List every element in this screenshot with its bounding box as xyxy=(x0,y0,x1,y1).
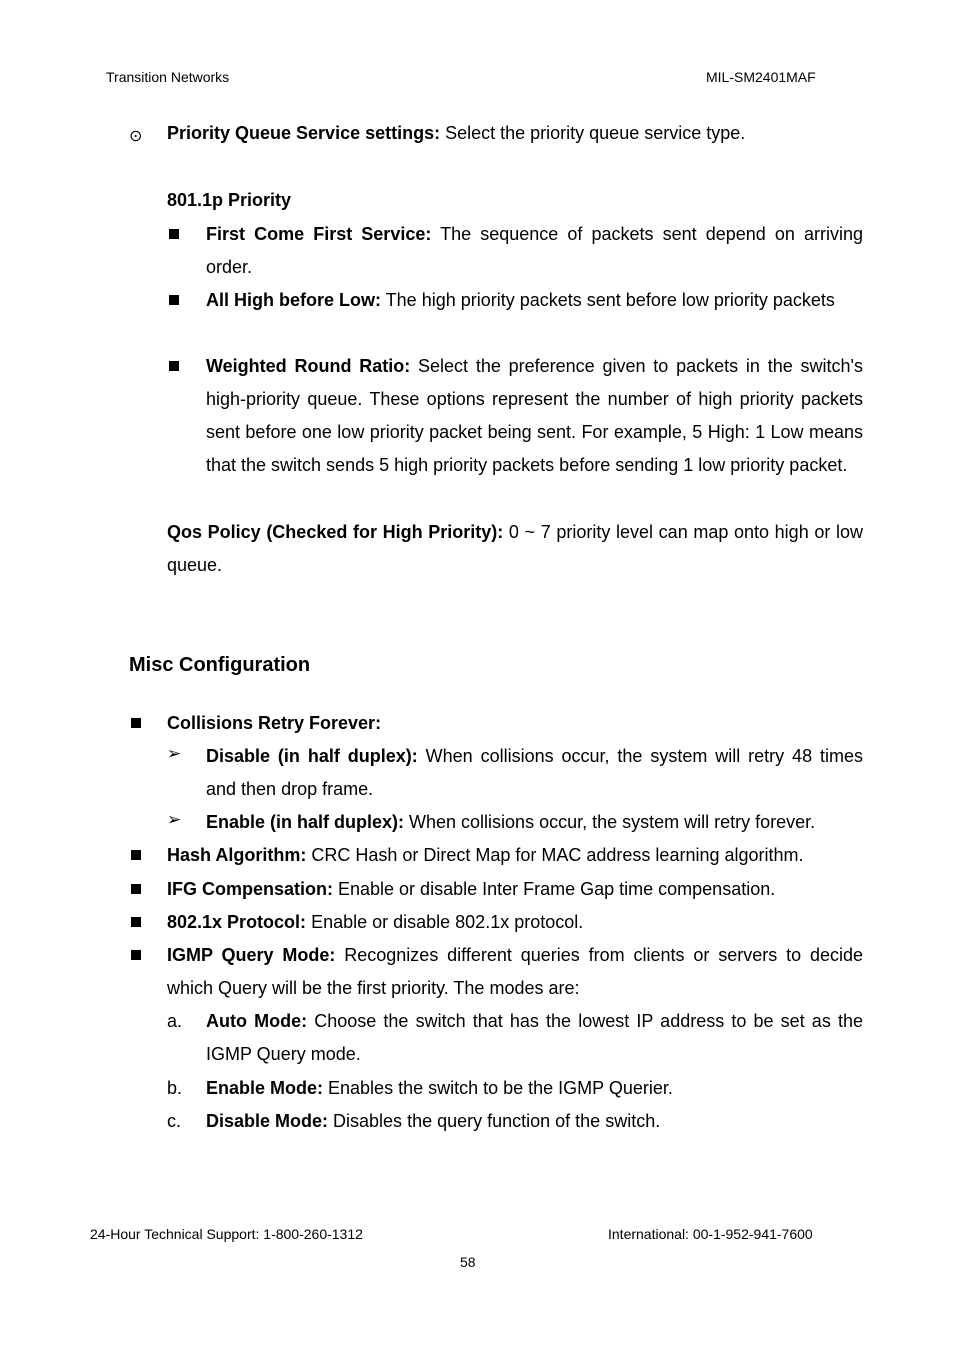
mode-disable-label: Disable Mode: xyxy=(206,1111,329,1131)
mode-enable-label: Enable Mode: xyxy=(206,1078,324,1098)
pq-intro xyxy=(167,117,863,150)
footer-support: 24-Hour Technical Support: 1-800-260-1312 xyxy=(90,1226,363,1242)
square-bullet-icon xyxy=(131,950,141,960)
igmp-text: Recognizes different queries from clients or servers to decide which Query will be the first priority. The modes are: xyxy=(167,945,863,998)
ifg-text: Enable or disable Inter Frame Gap time compensation. xyxy=(333,879,776,899)
pq-item-1-text: The sequence of packets sent depend on arriving order. xyxy=(206,224,863,277)
igmp-label: IGMP Query Mode: xyxy=(167,945,336,965)
protocol-label: 802.1x Protocol: xyxy=(167,912,307,932)
pq-label: Priority Queue Service settings: xyxy=(167,123,441,143)
pq-item-3-text: Select the preference given to packets in the switch's high-priority queue. These options represent the number of high priority packets sent before one low priority packet being sent. For example, 5 High: 1 Low means that the switch sends 5 high priority packets before sending 1 low priority packet. xyxy=(206,356,863,475)
mode-disable xyxy=(206,1105,863,1138)
pq-item-3-label: Weighted Round Ratio: xyxy=(206,356,411,376)
collisions-item-1-text: When collisions occur, the system will retry 48 times and then drop frame. xyxy=(206,746,863,799)
mode-enable-text: Enables the switch to be the IGMP Querier. xyxy=(323,1078,673,1098)
pq-item-2-label: All High before Low: xyxy=(206,290,381,310)
square-bullet-icon xyxy=(131,718,141,728)
misc-item-hash xyxy=(167,839,867,872)
ifg-label: IFG Compensation: xyxy=(167,879,333,899)
header-right: MIL-SM2401MAF xyxy=(706,69,816,85)
misc-item-igmp xyxy=(167,939,863,1005)
pq-item-2 xyxy=(206,284,863,317)
pq-item-2-text: The high priority packets sent before low priority packets xyxy=(381,290,835,310)
collisions-label: Collisions Retry Forever: xyxy=(167,713,382,733)
mode-auto-text: Choose the switch that has the lowest IP address to be set as the IGMP Query mode. xyxy=(206,1011,863,1064)
mode-disable-text: Disables the query function of the switch. xyxy=(328,1111,661,1131)
misc-heading: Misc Configuration xyxy=(129,654,311,676)
pq-item-1 xyxy=(206,218,863,284)
mode-enable xyxy=(206,1072,863,1105)
arrow-bullet-icon: ➢ xyxy=(167,744,182,763)
pq-text: Select the priority queue service type. xyxy=(440,123,746,143)
collisions-item-2-text: When collisions occur, the system will retry forever. xyxy=(404,812,816,832)
circle-dot-icon: ⊙ xyxy=(129,128,143,145)
square-bullet-icon xyxy=(169,361,179,371)
collisions-item-2 xyxy=(206,806,866,839)
square-bullet-icon xyxy=(131,884,141,894)
square-bullet-icon xyxy=(169,295,179,305)
qos-label: Qos Policy (Checked for High Priority): xyxy=(167,522,504,542)
page-number: 58 xyxy=(460,1254,476,1270)
mode-marker: c. xyxy=(167,1111,182,1131)
mode-auto-label: Auto Mode: xyxy=(206,1011,308,1031)
qos-text: 0 ~ 7 priority level can map onto high or low queue. xyxy=(167,522,863,575)
collisions-item-2-label: Enable (in half duplex): xyxy=(206,812,405,832)
protocol-text: Enable or disable 802.1x protocol. xyxy=(306,912,584,932)
header-left: Transition Networks xyxy=(106,69,230,85)
square-bullet-icon xyxy=(169,229,179,239)
footer-international: International: 00-1-952-941-7600 xyxy=(608,1226,813,1242)
square-bullet-icon xyxy=(131,917,141,927)
mode-marker: b. xyxy=(167,1078,183,1098)
arrow-bullet-icon: ➢ xyxy=(167,810,182,829)
square-bullet-icon xyxy=(131,850,141,860)
pq-item-1-label: First Come First Service: xyxy=(206,224,432,244)
collisions-item-1 xyxy=(206,740,863,806)
mode-marker: a. xyxy=(167,1011,183,1031)
hash-label: Hash Algorithm: xyxy=(167,845,307,865)
misc-item-8021x xyxy=(167,906,867,939)
mode-auto xyxy=(206,1005,863,1071)
pq-item-3 xyxy=(206,350,863,482)
pq-sub-heading: 801.1p Priority xyxy=(167,190,292,210)
hash-text: CRC Hash or Direct Map for MAC address learning algorithm. xyxy=(306,845,804,865)
qos-policy xyxy=(167,516,863,582)
collisions-item-1-label: Disable (in half duplex): xyxy=(206,746,418,766)
misc-item-ifg xyxy=(167,873,867,906)
